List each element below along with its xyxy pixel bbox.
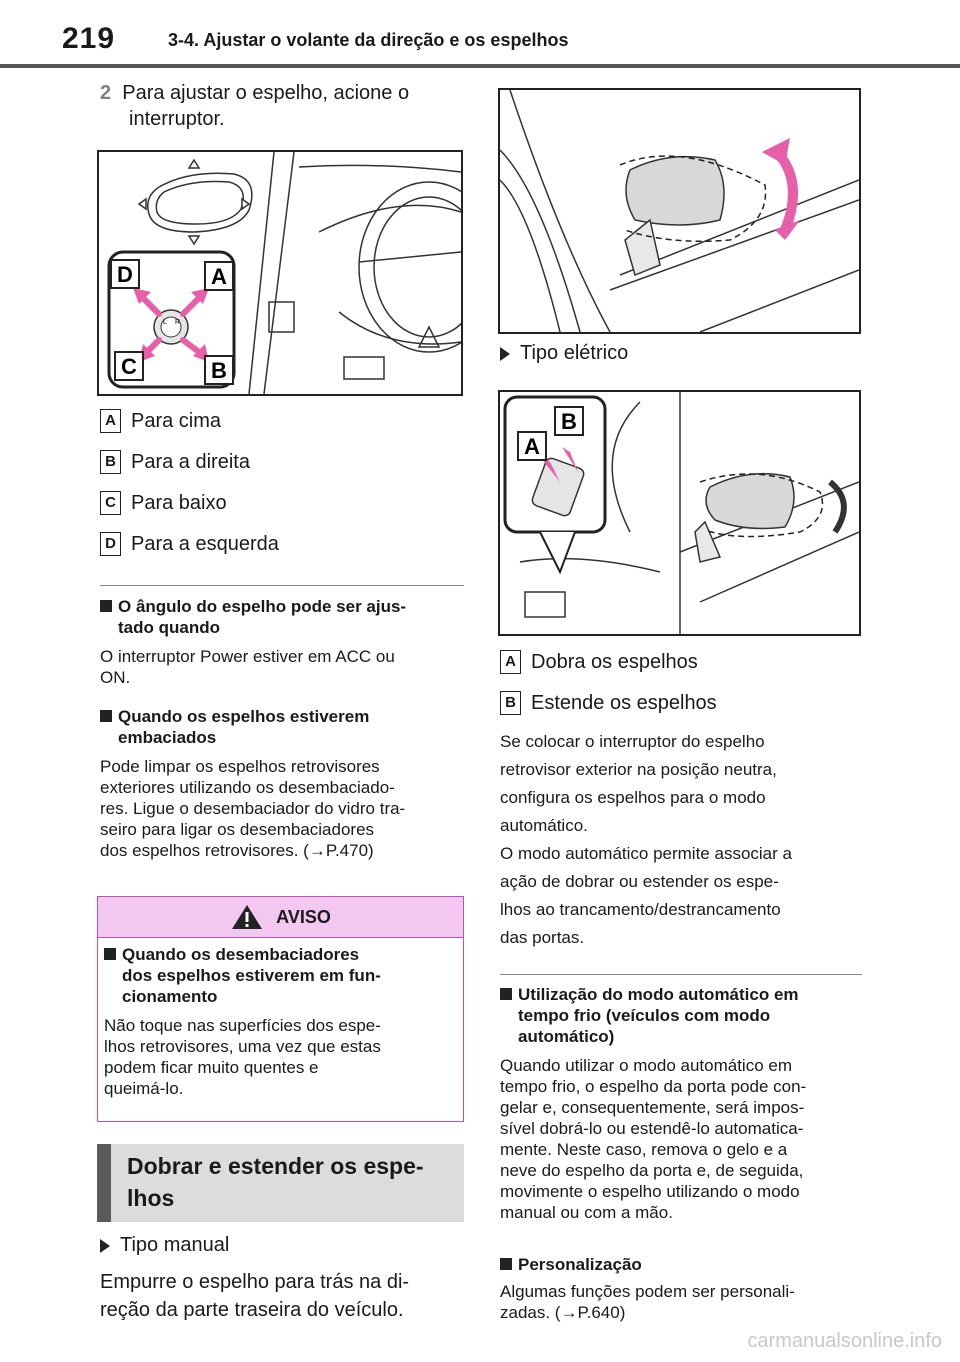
svg-text:R: R (175, 319, 181, 326)
step-number: 2 (100, 82, 112, 104)
note-mirror-angle: O ângulo do espelho pode ser ajus- tado quando O interruptor Power estiver em ACC ou ON. (100, 596, 470, 688)
electric-fold-figure (498, 390, 861, 636)
section-title: 3-4. Ajustar o volante da direção e os espelhos (168, 30, 569, 50)
square-bullet-icon (100, 710, 112, 722)
step-2 (100, 80, 470, 132)
electric-type-label: Tipo elétrico (500, 342, 628, 365)
electric-fold-illustration (500, 392, 859, 634)
triangle-bullet-icon (100, 1239, 110, 1253)
warning-box: AVISO Quando os desembaciadores dos espelhos estiverem em fun- cionamento Não toque nas superfícies dos espe- lhos retrovisores, uma vez que estas podem ficar muito quentes e queimá-lo. (97, 896, 464, 1122)
note-personalization: Personalização Algumas funções podem ser personali- zadas. (→P.640) (500, 1254, 870, 1323)
legend-item: A Para cima (100, 406, 279, 436)
mirror-housing (706, 474, 794, 529)
fig3-label-a: A (524, 434, 540, 459)
warning-icon (230, 903, 264, 931)
square-bullet-icon (104, 948, 116, 960)
note-cold-weather: Utilização do modo automático em tempo frio (veículos com modo automático) Quando utilizar o modo automático em tempo frio, o espelho da porta pode con- gelar e, consequentemente, será impos- sível dobrá-lo ou estendê-lo automatica- mente. Neste caso, remova o gelo e a neve do espelho da porta e, de seguida, movimente o espelho utilizando o modo manual ou com a mão. (500, 984, 870, 1223)
step-text-line1: Para ajustar o espelho, acione o (122, 82, 410, 104)
divider (100, 585, 464, 586)
square-bullet-icon (500, 988, 512, 1000)
warning-header (98, 897, 463, 938)
legend-item: C Para baixo (100, 488, 279, 518)
legend-item: D Para a esquerda (100, 529, 279, 559)
note-title: O ângulo do espelho pode ser ajus- (118, 597, 407, 616)
note-body: O interruptor Power estiver em ACC ou ON. (100, 647, 395, 687)
mirror-switch-illustration (99, 152, 461, 394)
manual-type-text: Empurre o espelho para trás na di- reção da parte traseira do veículo. (100, 1271, 410, 1321)
note-body: Quando utilizar o modo automático em tempo frio, o espelho da porta pode con- gelar e, consequentemente, será impos- sível dobrá-lo ou estendê-lo automatica- mente. Neste caso, remova o gelo e a neve do espelho da porta e, de seguida, movimente o espelho utilizando o modo manual ou com a mão. (500, 1056, 807, 1222)
note-body: Algumas funções podem ser personali- zadas. (→P.640) (500, 1282, 795, 1322)
note-body: Pode limpar os espelhos retrovisores exteriores utilizando os desembaciado- res. Ligue o desembaciador do vidro tra- seiro para ligar os desembaciadores dos espelhos retrovisores. (→P.470) (100, 757, 406, 860)
fig1-label-a: A (211, 264, 227, 289)
note-title: Quando os espelhos estiverem (118, 707, 370, 726)
manual-fold-illustration (500, 90, 859, 332)
legend-list-left (100, 406, 279, 559)
legend-item: B Estende os espelhos (500, 688, 717, 718)
step-text-line2: interruptor. (129, 108, 225, 130)
watermark: carmanualsonline.info (747, 1330, 942, 1352)
automatic-mode-paragraph: Se colocar o interruptor do espelho retrovisor exterior na posição neutra, configura os espelhos para o modo automático. O modo automático permite associar a ação de dobrar ou estender os espe- lhos ao trancamento/destrancamento das portas. (500, 732, 792, 947)
square-bullet-icon (500, 1258, 512, 1270)
mirror-switch-figure (97, 150, 463, 396)
triangle-bullet-icon (500, 347, 510, 361)
fig1-label-d: D (117, 262, 133, 287)
section-heading-fold: Dobrar e estender os espe- lhos (97, 1144, 464, 1222)
fig3-label-b: B (561, 409, 577, 434)
fig1-label-b: B (211, 358, 227, 383)
warning-body: Não toque nas superfícies dos espe- lhos retrovisores, uma vez que estas podem ficar muito quentes e queimá-lo. (104, 1016, 381, 1098)
manual-type-label: Tipo manual (100, 1234, 229, 1257)
manual-fold-figure (498, 88, 861, 334)
square-bullet-icon (100, 600, 112, 612)
mirror-housing (626, 157, 724, 225)
legend-list-right (500, 647, 717, 718)
note-fogged-mirrors: Quando os espelhos estiverem embaciados Pode limpar os espelhos retrovisores exteriores utilizando os desembaciado- res. Ligue o desembaciador do vidro tra- seiro para ligar os desembaciadores dos espelhos retrovisores. (→P.470) (100, 706, 470, 861)
svg-text:L: L (163, 319, 167, 326)
divider (500, 974, 862, 975)
legend-item: B Para a direita (100, 447, 279, 477)
legend-item: A Dobra os espelhos (500, 647, 717, 677)
fig1-label-c: C (121, 354, 137, 379)
warning-title: AVISO (276, 906, 331, 927)
page-number: 219 (62, 22, 116, 55)
header-rule (0, 64, 960, 68)
